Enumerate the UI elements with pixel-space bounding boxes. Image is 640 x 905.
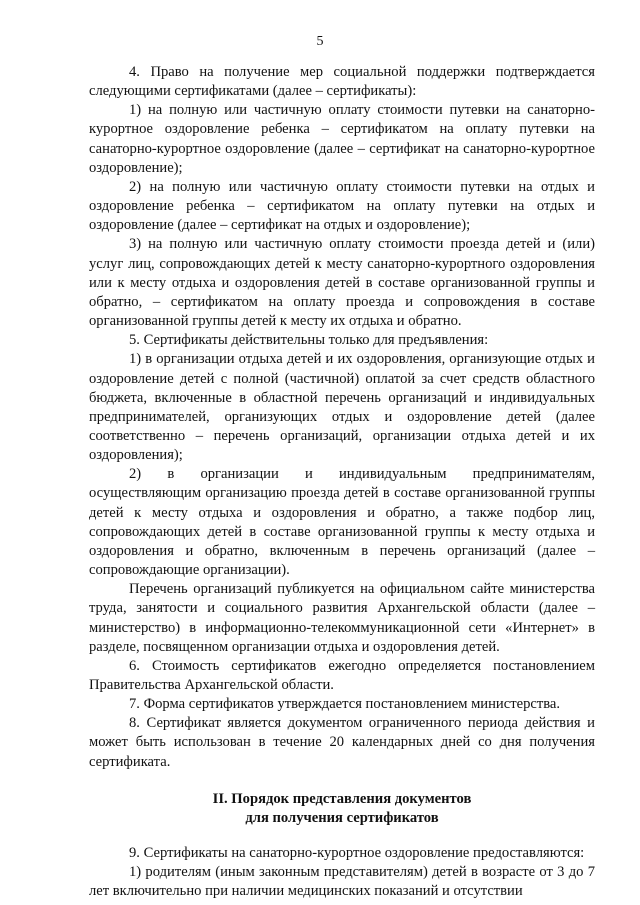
paragraph: 6. Стоимость сертификатов ежегодно определяется постановлением Правительства Архангельской области.: [89, 657, 595, 693]
paragraph: 5. Сертификаты действительны только для предъявления:: [129, 332, 489, 349]
paragraph: 8. Сертификат является документом ограниченного периода действия и может быть использован в течение 20 календарных дней со дня получения сертификата.: [89, 715, 595, 770]
section-heading-line-2: для получения сертификатов: [245, 809, 439, 826]
paragraph: 4. Право на получение мер социальной поддержки подтверждается следующими сертификатами (далее – сертификаты):: [89, 64, 595, 100]
paragraph: 1) в организации отдыха детей и их оздоровления, организующие отдых и оздоровление детей с полной (частичной) оплатой за счет средств областного бюджета, включенные в областной перечень организаций и индивидуальных предпринимателей, организующих отдых и оздоровление детей (далее соответственно – перечень организаций, организации отдыха детей и их оздоровления);: [89, 351, 595, 464]
paragraph: 2) на полную или частичную оплату стоимости путевки на отдых и оздоровление ребенка – сертификатом на оплату путевки на отдых и оздоровление (далее – сертификат на отдых и оздоровление);: [89, 178, 595, 234]
paragraph: 9. Сертификаты на санаторно-курортное оздоровление предоставляются:: [129, 845, 585, 862]
document-body: [89, 63, 595, 902]
paragraph: 1) на полную или частичную оплату стоимости путевки на санаторно-курортное оздоровление ребенка – сертификатом на оплату путевки на санаторно-курортное оздоровление (далее – сертификат на санаторно-курортное оздоровление);: [89, 102, 595, 176]
paragraph: 1) родителям (иным законным представителям) детей в возрасте от 3 до 7 лет включительно при наличии медицинских показаний и отсутствии: [89, 864, 595, 900]
page-number: 5: [316, 34, 324, 49]
section-heading-line-1: II. Порядок представления документов: [212, 790, 472, 807]
section-heading: [89, 790, 595, 828]
paragraph: 2) в организации и индивидуальным предпринимателям, осуществляющим организацию проезда детей в составе организованной группы детей к месту отдыха и оздоровления и обратно, а также подбор лиц, сопровождающих детей в составе организованной группы к месту отдыха и оздоровления и обратно, включенным в перечень организаций (далее – сопровождающие организации).: [89, 466, 595, 579]
paragraph: 3) на полную или частичную оплату стоимости проезда детей и (или) услуг лиц, сопровождающих детей к месту санаторно-курортного оздоровления или к месту отдыха и оздоровления детей в составе организованной группы и обратно, – сертификатом на оплату проезда и сопровождения в составе организованной группы детей к месту их отдыха и обратно.: [89, 236, 595, 330]
paragraph: Перечень организаций публикуется на официальном сайте министерства труда, занятости и социального развития Архангельской области (далее – министерство) в информационно-телекоммуникационной сети «Интернет» в разделе, посвященном организации отдыха и оздоровления детей.: [89, 581, 595, 655]
paragraph: 7. Форма сертификатов утверждается постановлением министерства.: [129, 696, 561, 713]
